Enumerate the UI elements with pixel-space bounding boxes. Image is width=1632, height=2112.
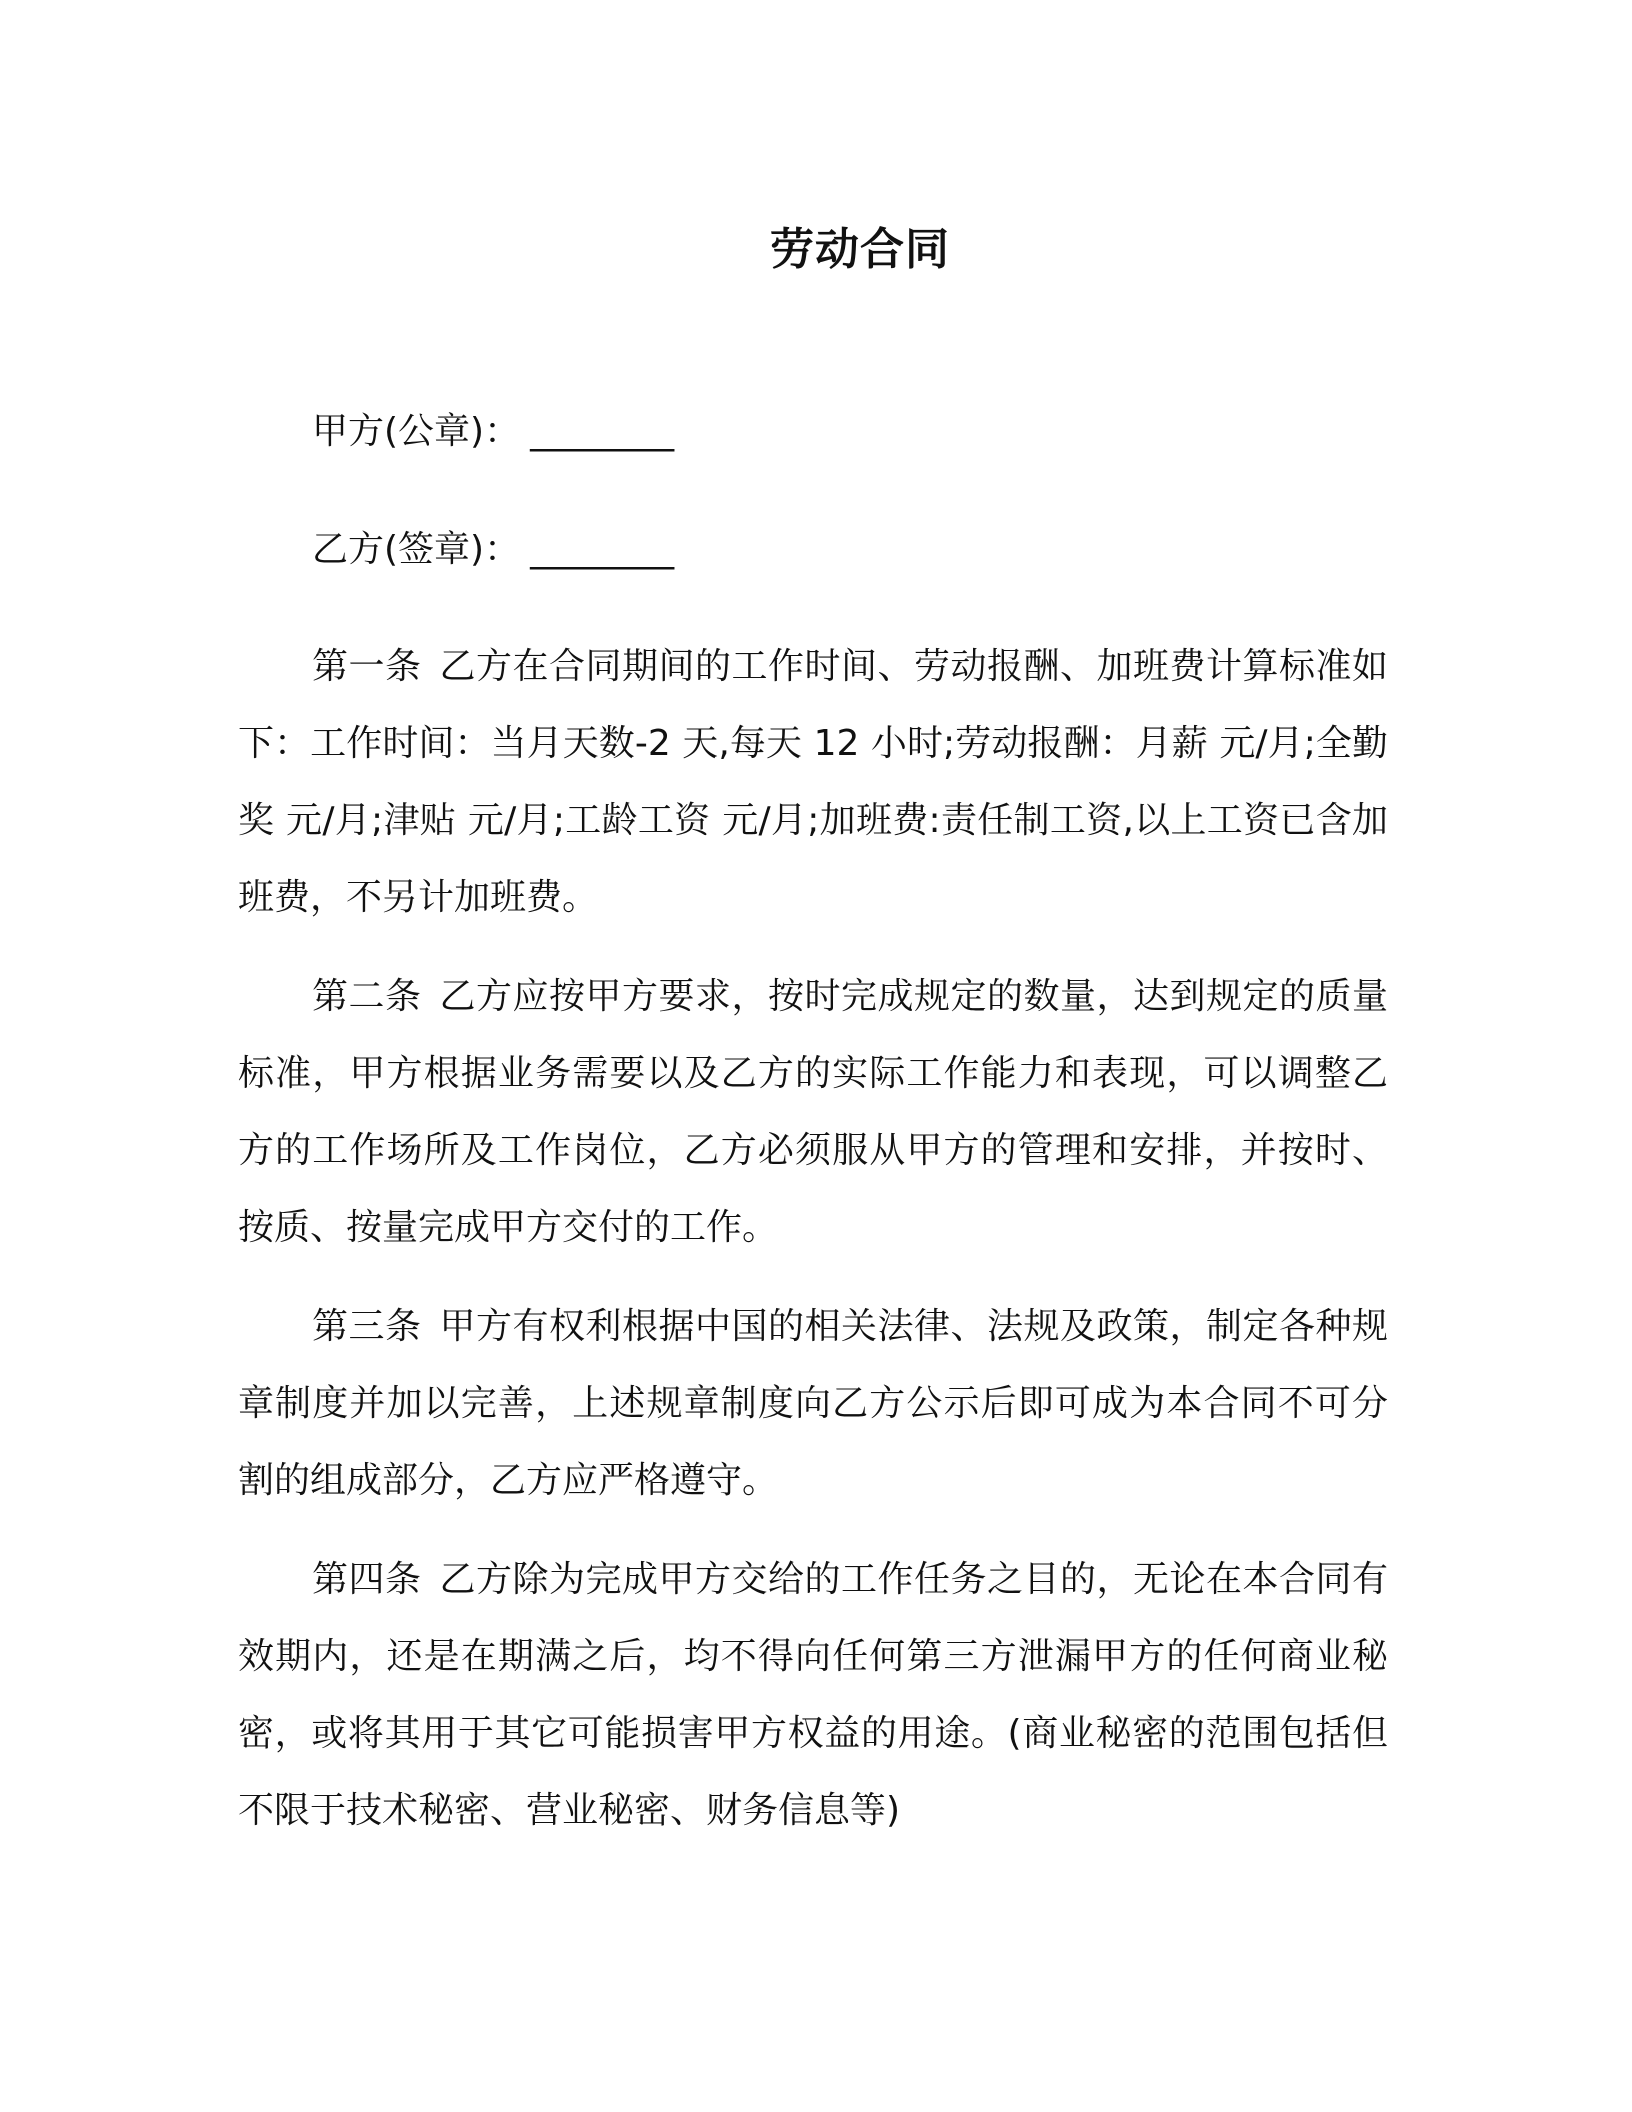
contract-body [238,628,1388,1871]
party-b-line [312,526,674,574]
clause-3-text: 甲方有权利根据中国的相关法律、法规及政策，制定各种规章制度并加以完善，上述规章制度向乙方公示后即可成为本合同不可分割的组成部分，乙方应严格遵守。 [238,1306,1388,1501]
clause-2-number: 第二条 [312,976,422,1017]
clause-2 [238,958,1388,1266]
clause-1-number: 第一条 [312,646,422,687]
party-a-blank: ________ [530,411,675,452]
clause-1-text: 乙方在合同期间的工作时间、劳动报酬、加班费计算标准如下：工作时间：当月天数-2 天,每天 12 小时;劳动报酬：月薪 元/月;全勤奖 元/月;津贴 元/月;工龄工资 元/月;加班费:责任制工资,以上工资已含加班费，不另计加班费。 [238,646,1388,918]
clause-2-text: 乙方应按甲方要求，按时完成规定的数量，达到规定的质量标准，甲方根据业务需要以及乙方的实际工作能力和表现，可以调整乙方的工作场所及工作岗位，乙方必须服从甲方的管理和安排，并按时、按质、按量完成甲方交付的工作。 [238,976,1388,1248]
clause-4-number: 第四条 [312,1559,422,1600]
clause-4 [238,1541,1388,1849]
clause-1 [238,628,1388,936]
clause-3-number: 第三条 [312,1306,422,1347]
clause-3 [238,1288,1388,1519]
party-a-label: 甲方(公章)： [312,411,521,452]
document-title: 劳动合同 [770,224,950,275]
party-b-blank: ________ [530,529,675,570]
clause-4-text: 乙方除为完成甲方交给的工作任务之目的，无论在本合同有效期内，还是在期满之后，均不得向任何第三方泄漏甲方的任何商业秘密，或将其用于其它可能损害甲方权益的用途。(商业秘密的范围包括但不限于技术秘密、营业秘密、财务信息等) [238,1559,1388,1831]
party-b-label: 乙方(签章)： [312,529,521,570]
party-a-line [312,408,674,456]
